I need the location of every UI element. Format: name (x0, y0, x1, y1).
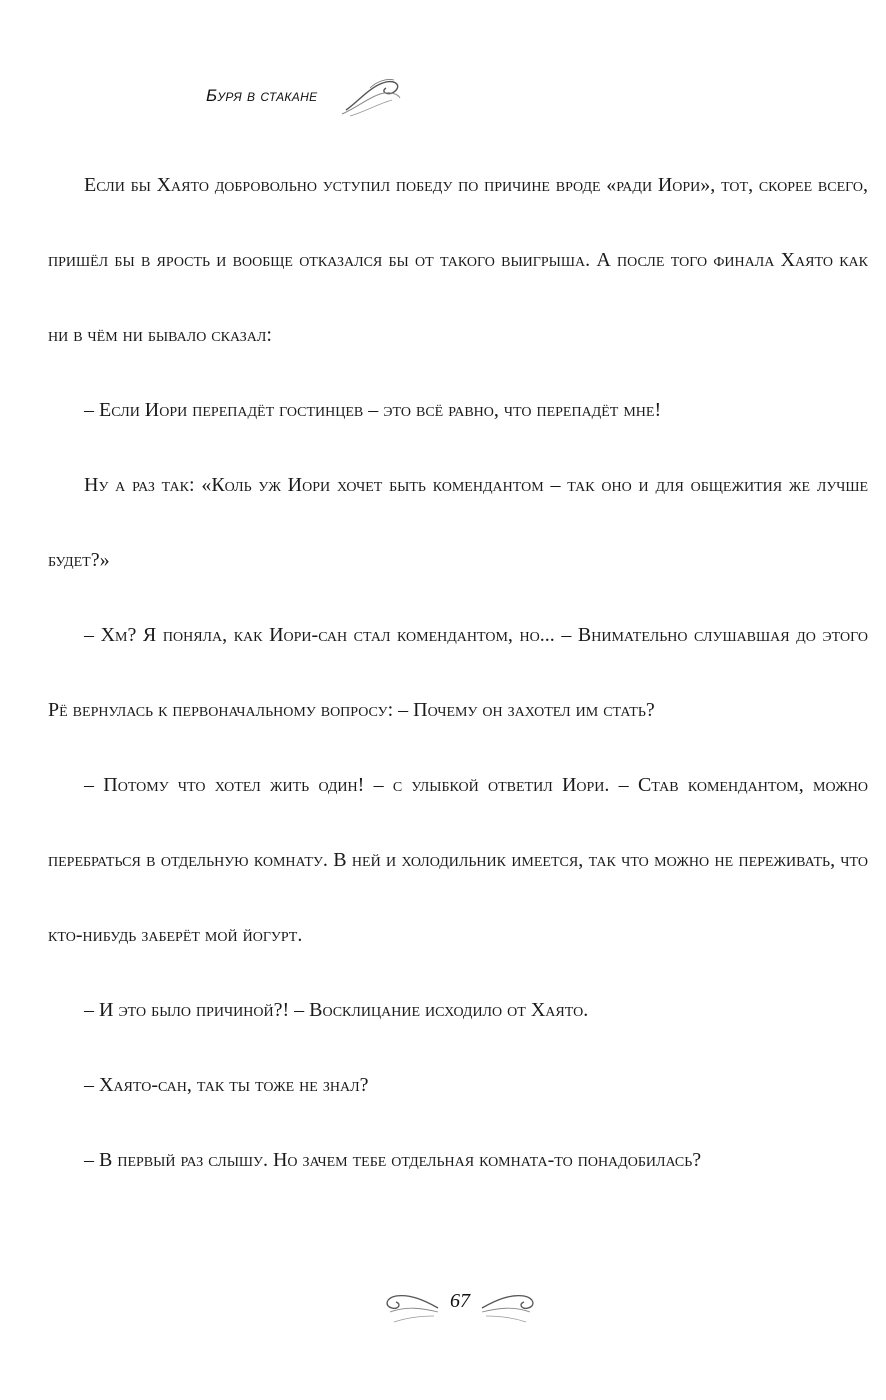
page-number: 67 (450, 1290, 470, 1312)
running-header (200, 72, 420, 122)
paragraph: – В первый раз слышу. Но зачем тебе отдельная комната-то понадобилась? (84, 1149, 702, 1171)
flourish-ornament-icon (340, 72, 410, 122)
paragraph: – Хаято-сан, так ты тоже не знал? (84, 1074, 369, 1096)
flourish-left-icon (380, 1286, 440, 1326)
paragraph: – Потому что хотел жить один! – с улыбкой ответил Иори. – Став комендантом, можно перебраться в отдельную комнату. В ней и холодильник имеется, так что можно не переживать, что кто-нибудь заберёт мой йогурт. (48, 774, 868, 946)
paragraph: – И это было причиной?! – Восклицание исходило от Хаято. (84, 999, 589, 1021)
page-footer (380, 1280, 540, 1330)
running-title: Буря в стакане (206, 86, 318, 105)
paragraph: – Хм? Я поняла, как Иори-сан стал комендантом, но... – Внимательно слушавшая до этого Рё вернулась к первоначальному вопросу: – Почему он захотел им стать? (48, 624, 868, 721)
paragraph: – Если Иори перепадёт гостинцев – это всё равно, что перепадёт мне! (84, 399, 662, 421)
paragraph: Если бы Хаято добровольно уступил победу по причине вроде «ради Иори», тот, скорее всего, пришёл бы в ярость и вообще отказался бы от такого выигрыша. А после того финала Хаято как ни в чём ни бывало сказал: (48, 174, 868, 346)
paragraph: Ну а раз так: «Коль уж Иори хочет быть комендантом – так оно и для общежития же лучше будет?» (48, 474, 868, 571)
flourish-right-icon (480, 1286, 540, 1326)
body-text (48, 148, 868, 1198)
